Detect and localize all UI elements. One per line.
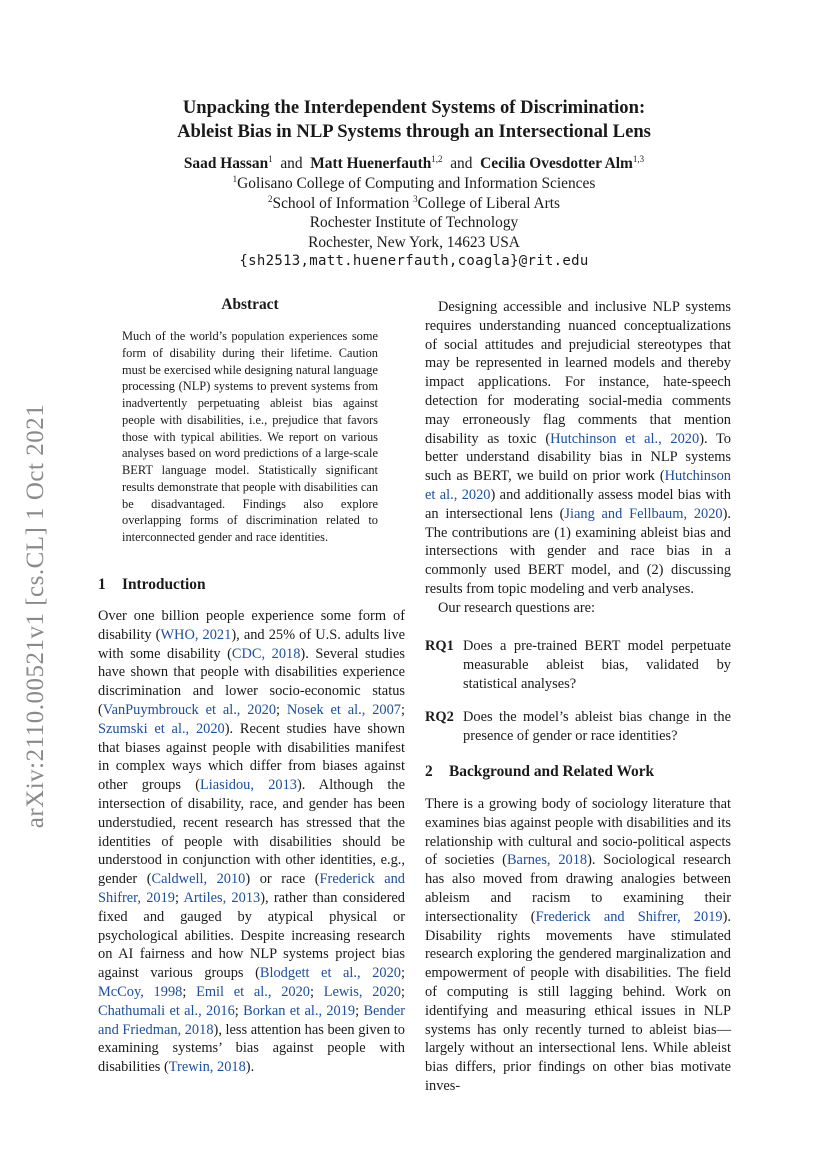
- citation-link[interactable]: Chathumali et al., 2016: [98, 1002, 235, 1019]
- abstract-heading: Abstract: [221, 296, 279, 313]
- paragraph-text-run: There is a growing body of sociology literature that examines bias against people with disabilities and its relationship with cultural and socio-political aspects of societies (: [425, 796, 731, 869]
- section-title: Introduction: [122, 576, 206, 593]
- paragraph-text-run: ), rather than considered fixed and gauged by atypical physical or psychological abilities. Despite increasing research on AI fairness and how NLP systems project bias against various groups (: [98, 889, 405, 982]
- paragraph-text-run: ;: [355, 1002, 364, 1019]
- section-1-heading: [98, 576, 405, 594]
- background-paragraph-text: [425, 795, 731, 1096]
- affil-text: Golisano College of Computing and Information Sciences: [237, 175, 596, 192]
- author-name: Saad Hassan: [183, 155, 269, 172]
- paragraph-text-run: ;: [309, 983, 324, 1000]
- arxiv-stamp: [6, 376, 66, 856]
- author-separator: and: [450, 155, 473, 172]
- research-question-2: [425, 708, 731, 746]
- rq-text: Does a pre-trained BERT model perpetuate measurable ableist bias, validated by statistical analyses?: [463, 638, 731, 692]
- citation-link[interactable]: VanPuymbrouck et al., 2020: [102, 701, 277, 718]
- citation-link[interactable]: McCoy, 1998: [98, 983, 183, 1000]
- title-line-1: Unpacking the Interdependent Systems of Discrimination:: [182, 97, 646, 118]
- paragraph-text-run: ;: [401, 965, 405, 982]
- citation-link[interactable]: Szumski et al., 2020: [98, 720, 225, 737]
- paragraph-text-run: Over one billion people experience some form of disability (: [98, 608, 405, 643]
- location: Rochester, New York, 14623 USA: [308, 233, 520, 251]
- citation-link[interactable]: Lewis, 2020: [323, 983, 401, 1000]
- citation-link[interactable]: Artiles, 2013: [183, 889, 261, 906]
- affil-mark: 2: [268, 193, 273, 204]
- paragraph-text-run: ;: [401, 701, 405, 718]
- affiliation-1: [0, 174, 828, 194]
- citation-link[interactable]: Liasidou, 2013: [200, 777, 297, 794]
- research-question-1: [425, 637, 731, 693]
- paragraph-text-run: ), less attention has been given to examining systems’ bias against people with disabilities (: [98, 1021, 405, 1076]
- section-2-heading: [425, 763, 731, 781]
- paragraph-text-run: ;: [234, 1002, 244, 1019]
- right-column-intro: [425, 298, 731, 618]
- paragraph-text-run: ) and additionally assess model bias with an intersectional lens (: [425, 486, 731, 522]
- citation-link[interactable]: Emil et al., 2020: [196, 983, 310, 1000]
- rq-label: RQ1: [425, 638, 454, 654]
- paragraph-text-run: ). To better understand disability bias in NLP systems such as BERT, we build on prior work (: [425, 430, 731, 485]
- affiliations: [0, 174, 828, 272]
- affil-text: School of Information: [272, 194, 414, 212]
- intro-paragraph: [98, 607, 405, 1077]
- title-line-2: Ableist Bias in NLP Systems through an Intersectional Lens: [177, 121, 651, 142]
- author-emails: {sh2513,matt.huenerfauth,coagla}@rit.edu: [239, 253, 589, 269]
- citation-link[interactable]: Trewin, 2018: [168, 1059, 246, 1076]
- paragraph-text-run: ). Disability rights movements have stimulated research exploring the gendered marginalization and empowerment of people with disabilities. The field of computing is still lagging behind. Work on identifying and measuring ethical issues in NLP systems has only recently turned to ableist bias—largely without an intersectional lens. While ableist bias differs, prior findings on other bias motivate inves-: [425, 908, 731, 1094]
- affiliation-2-3: [0, 194, 828, 214]
- paragraph-text-run: ).: [245, 1059, 255, 1076]
- paragraph-text-run: ). Sociological research has also moved from drawing analogies between ableism and racism to examining their intersectionality (: [425, 852, 731, 925]
- institute: Rochester Institute of Technology: [309, 214, 519, 231]
- citation-link[interactable]: Barnes, 2018: [506, 852, 588, 869]
- author-affil-mark: 1: [268, 154, 273, 164]
- citation-link[interactable]: Borkan et al., 2019: [243, 1002, 356, 1019]
- paragraph-text-run: ) or race (: [245, 871, 320, 888]
- paragraph-text-run: ). The contributions are (1) examining ableist bias and intersections with gender and race bias in a commonly used BERT model, and (2) discussing results from topic modeling and verb analyses.: [425, 505, 731, 597]
- citation-link[interactable]: CDC, 2018: [231, 645, 301, 662]
- intro-paragraph-text: [98, 607, 405, 1077]
- citation-link[interactable]: WHO, 2021: [160, 626, 232, 643]
- paper-title: [0, 96, 828, 144]
- author-separator: and: [280, 155, 303, 172]
- motivation-paragraph: [425, 298, 731, 599]
- paragraph-text-run: ;: [182, 983, 197, 1000]
- abstract-text: Much of the world’s population experiences some form of disability during their lifetime. Caution must be exercised while designing natural language processing (NLP) systems to prevent systems from inadvertently perpetuating ableist bias against people with disabilities, i.e., prejudice that favors those with typical abilities. We report on various analyses based on word predictions of a large-scale BERT language model. Statistically significant results demonstrate that people with disabilities can be disadvantaged. Findings also explore overlapping forms of discrimination related to interconnected gender and race identities.: [122, 329, 379, 544]
- author-name: Matt Huenerfauth: [310, 155, 432, 172]
- paragraph-text-run: Designing accessible and inclusive NLP systems requires understanding nuanced conceptualizations of social attitudes and prejudicial stereotypes that may be represented in learned models and thereby impact applications. For instance, hate-speech detection for moderating social-media comments may erroneously flag comments that mention disability as toxic (: [425, 299, 731, 447]
- author-name: Cecilia Ovesdotter Alm: [480, 155, 633, 172]
- paragraph-text-run: ), and 25% of U.S. adults live with some disability (: [98, 626, 405, 662]
- paragraph-text-run: ;: [175, 889, 184, 906]
- author-affil-mark: 1,3: [632, 154, 645, 164]
- citation-link[interactable]: Caldwell, 2010: [151, 871, 246, 888]
- citation-link[interactable]: Frederick and Shifrer, 2019: [535, 908, 723, 925]
- affil-mark: 1: [232, 174, 238, 184]
- paragraph-text-run: ). Several studies have shown that people with disabilities experience discrimination and lower socio-economic status (: [98, 645, 405, 718]
- rq-lead: Our research questions are:: [438, 599, 596, 616]
- author-affil-mark: 1,2: [431, 154, 443, 164]
- section-title: Background and Related Work: [449, 763, 655, 780]
- section-number: 2: [425, 763, 433, 780]
- section-number: 1: [98, 576, 106, 593]
- citation-link[interactable]: Nosek et al., 2007: [286, 701, 401, 718]
- rq-text: Does the model’s ableist bias change in the presence of gender or race identities?: [463, 709, 731, 744]
- author-list: [0, 154, 828, 174]
- paragraph-text-run: ). Recent studies have shown that biases against people with disabilities manifest in complex ways which differ from biases against other groups (: [98, 720, 405, 794]
- background-paragraph: [425, 795, 731, 1096]
- paragraph-text-run: ). Although the intersection of disability, race, and gender has been understudied, recent research has stressed that the identities of people with disabilities should be understood in conjunction with other identities, e.g., gender (: [98, 777, 405, 888]
- paragraph-text-run: ;: [401, 983, 405, 1000]
- citation-link[interactable]: Hutchinson et al., 2020: [550, 430, 700, 447]
- arxiv-stamp-text: arXiv:2110.00521v1 [cs.CL] 1 Oct 2021: [22, 403, 49, 829]
- citation-link[interactable]: Blodgett et al., 2020: [259, 965, 401, 982]
- citation-link[interactable]: Hutchinson et al., 2020: [425, 468, 731, 503]
- citation-link[interactable]: Bender and Friedman, 2018: [98, 1002, 405, 1038]
- citation-link[interactable]: Frederick and Shifrer, 2019: [98, 871, 406, 906]
- citation-link[interactable]: Jiang and Fellbaum, 2020: [564, 505, 723, 522]
- paragraph-text-run: ;: [276, 701, 287, 718]
- rq-label: RQ2: [425, 709, 454, 725]
- affil-text: College of Liberal Arts: [417, 194, 560, 212]
- affil-mark: 3: [413, 193, 418, 204]
